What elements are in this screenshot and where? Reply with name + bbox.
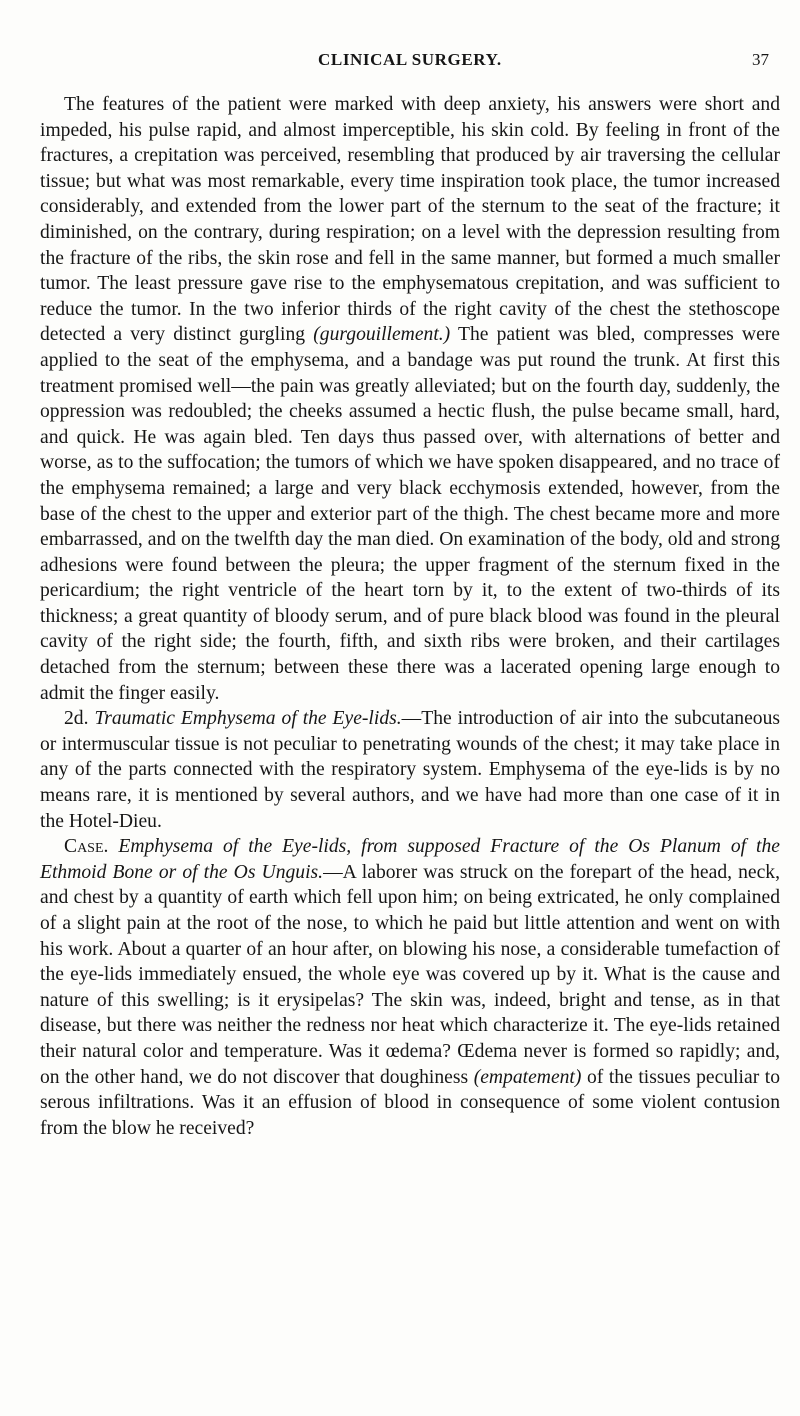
paragraph-case-narrative (40, 92, 780, 706)
running-head-title: CLINICAL SURGERY. (318, 50, 502, 69)
running-head (0, 50, 800, 80)
case-label: Case. (64, 836, 109, 858)
italic-term: (gurgouillement.) (313, 324, 451, 346)
body-text (40, 92, 780, 1141)
section-heading: Traumatic Emphysema of the Eye-lids. (94, 708, 402, 730)
paragraph-eyelid-emphysema (40, 706, 780, 834)
paragraph-text: The patient was bled, compresses were applied to the seat of the emphysema, and a bandage was put round the trunk. At first this treatment promised well—the pain was greatly alleviated; but on the fourth day, suddenly, the oppression was redoubled; the cheeks assumed a hectic flush, the pulse became small, hard, and quick. He was again bled. Ten days thus passed over, with alternations of better and worse, as to the suffocation; the tumors of which we have spoken disappeared, and no trace of the emphysema remained; a large and very black ecchymosis extended, however, from the base of the chest to the upper and exterior part of the thigh. The chest became more and more embarrassed, and on the twelfth day the man died. On examination of the body, old and strong adhesions were found between the pleura; the upper fragment of the sternum fixed in the pericardium; the right ventricle of the heart torn by it, to the extent of two-thirds of its thickness; a great quantity of bloody serum, and of pure black blood was found in the pleural cavity of the right side; the fourth, fifth, and sixth ribs were broken, and their cartilages detached from the sternum; between these there was a lacerated opening large enough to admit the finger easily. (40, 324, 780, 704)
paragraph-text: —A laborer was struck on the forepart of the head, neck, and chest by a quantity of earth which fell upon him; on being extricated, he only complained of a slight pain at the root of the nose, to which he paid but little attention and went on with his work. About a quarter of an hour after, on blowing his nose, a considerable tumefaction of the eye-lids immediately ensued, the whole eye was covered up by it. What is the cause and nature of this swelling; is it erysipelas? The skin was, indeed, bright and tense, as in that disease, but there was neither the redness nor heat which characterize it. The eye-lids retained their natural color and temperature. Was it œdema? Œdema never is formed so rapidly; and, on the other hand, we do not discover that doughiness (40, 861, 780, 1088)
paragraph-text: —The introduction of air into the subcutaneous or intermuscular tissue is not peculiar to penetrating wounds of the chest; it may take place in any of the parts connected with the respiratory system. Emphysema of the eye-lids is by no means rare, it is mentioned by several authors, and we have had more than one case of it in the Hotel-Dieu. (40, 708, 780, 832)
page-number: 37 (752, 50, 769, 69)
section-number: 2d. (64, 708, 89, 730)
paragraph-case-report (40, 834, 780, 1141)
paragraph-text: of the tissues peculiar to serous infiltrations. Was it an effusion of blood in consequence of some violent contusion from the blow he received? (40, 1066, 781, 1139)
paragraph-text: The features of the patient were marked with deep anxiety, his answers were short and impeded, his pulse rapid, and almost imperceptible, his skin cold. By feeling in front of the fractures, a crepitation was perceived, resembling that produced by air traversing the cellular tissue; but what was most remarkable, every time inspiration took place, the tumor increased considerably, and extended from the lower part of the sternum to the seat of the fracture; it diminished, on the contrary, during respiration; on a level with the depression resulting from the fracture of the ribs, the skin rose and fell in the same manner, but formed a much smaller tumor. The least pressure gave rise to the emphysematous crepitation, and was sufficient to reduce the tumor. In the two inferior thirds of the right cavity of the chest the stethoscope detected a very distinct gurgling (40, 94, 780, 346)
italic-term: (empatement) (473, 1066, 582, 1088)
case-heading: Emphysema of the Eye-lids, from supposed Fracture of the Os Planum of the Ethmoid Bone or of the Os Unguis. (40, 836, 780, 883)
